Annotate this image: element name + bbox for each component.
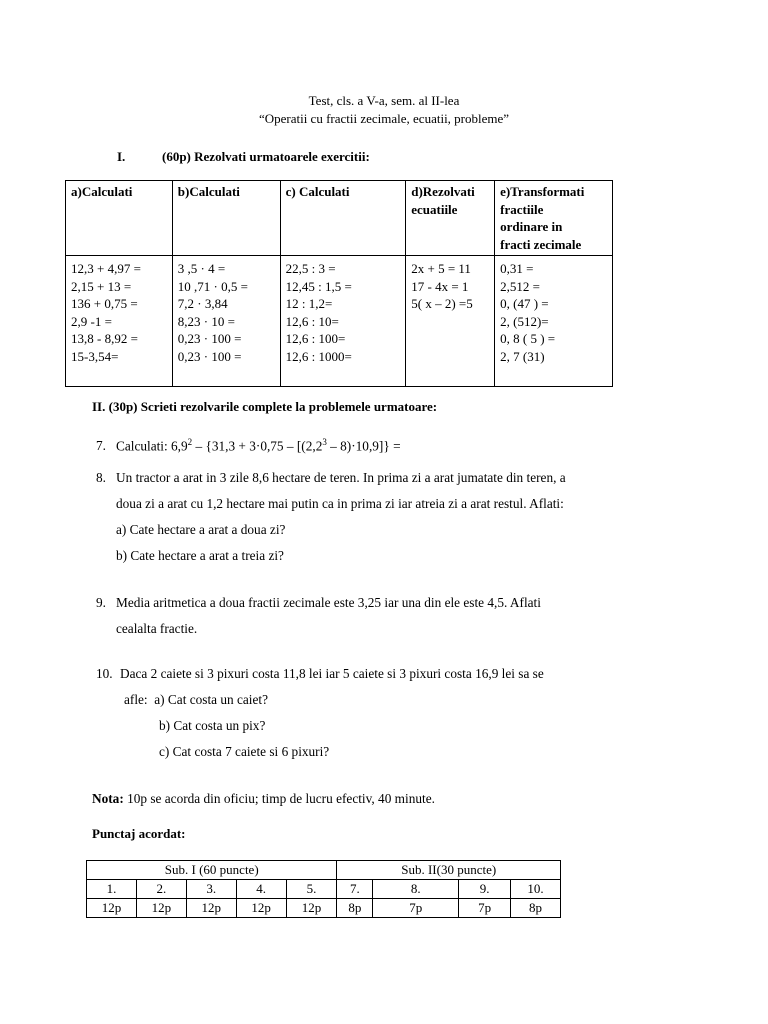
problem-7: [96, 429, 716, 459]
header-text: fracti zecimale: [500, 236, 582, 252]
header-text: d)Rezolvati: [411, 184, 475, 199]
problem-7-text-start: Calculati: 6,9: [116, 438, 188, 454]
score-points: 12p: [286, 899, 337, 918]
score-points: 8p: [511, 899, 561, 918]
exercise-item: 12,45 : 1,5 =: [285, 278, 352, 294]
exercise-item: 0, 8 ( 5 ) =: [500, 331, 556, 346]
exercise-item: 0,23 · 100 =: [177, 331, 242, 346]
problem-text: Daca 2 caiete si 3 pixuri costa 11,8 lei iar 5 caiete si 3 pixuri costa 16,9 lei sa se: [120, 666, 544, 681]
problem-8: [96, 465, 716, 569]
problem-number: 8.: [96, 470, 106, 485]
score-item: 8.: [373, 880, 459, 899]
problem-number: 10.: [96, 666, 113, 681]
problem-text: afle:: [124, 692, 148, 707]
problem-question: b) Cat costa un pix?: [159, 718, 266, 733]
exercise-item: 0,23 · 100 =: [177, 348, 242, 364]
header-text: fractiile: [500, 201, 544, 217]
score-item: 3.: [186, 880, 236, 899]
exercise-item: 5( x – 2) =5: [411, 296, 473, 311]
exercise-item: 12,6 : 1000=: [285, 348, 352, 364]
problem-7-text-end: – 8)·10,9]} =: [326, 438, 401, 454]
exercise-item: 12,3 + 4,97 =: [71, 261, 141, 276]
header-text: c) Calculati: [285, 184, 350, 199]
exercise-item: 2,512 =: [500, 278, 540, 294]
header-cell-a: [66, 181, 173, 256]
score-item: 2.: [136, 880, 186, 899]
score-table: [86, 860, 561, 918]
score-item: 9.: [459, 880, 511, 899]
test-subtitle: “Operatii cu fractii zecimale, ecuatii, probleme”: [258, 111, 510, 126]
exercise-item: 0,31 =: [500, 261, 534, 276]
problem-question: a) Cate hectare a arat a doua zi?: [116, 522, 286, 537]
exercise-item: 3 ,5 · 4 =: [177, 261, 226, 276]
exercise-item: 12 : 1,2=: [285, 296, 333, 311]
score-item: 4.: [236, 880, 286, 899]
header-cell-c: [280, 181, 406, 256]
header-cell-b: [172, 181, 280, 256]
exercise-table-header-row: [66, 181, 613, 256]
score-items-row: [87, 880, 561, 899]
column-a-exercises: [66, 256, 173, 387]
score-points: 7p: [373, 899, 459, 918]
exercise-item: 2x + 5 = 11: [411, 261, 471, 276]
column-b-exercises: [172, 256, 280, 387]
exponent: 2: [187, 437, 193, 447]
exercise-item: 2, (512)=: [500, 313, 549, 329]
test-title: Test, cls. a V-a, sem. al II-lea: [308, 93, 460, 108]
exercise-item: 17 - 4x = 1: [411, 278, 469, 294]
header-text: e)Transformati: [500, 184, 585, 199]
exercise-item: 15-3,54=: [71, 348, 119, 364]
exercise-item: 136 + 0,75 =: [71, 296, 138, 311]
exercise-item: 12,6 : 100=: [285, 331, 346, 346]
problem-9: [96, 590, 716, 642]
exercise-item: 2,9 -1 =: [71, 313, 112, 329]
section1-roman: I.: [117, 149, 126, 164]
header-text: b)Calculati: [177, 184, 240, 199]
score-points: 12p: [136, 899, 186, 918]
problem-10: [96, 661, 716, 765]
exercise-item: 22,5 : 3 =: [285, 261, 336, 276]
problem-question: b) Cate hectare a arat a treia zi?: [116, 548, 284, 563]
problem-question: a) Cat costa un caiet?: [154, 692, 268, 707]
score-item: 5.: [286, 880, 337, 899]
exercise-item: 12,6 : 10=: [285, 313, 339, 329]
exercise-item: 2,15 + 13 =: [71, 278, 132, 294]
header-cell-d: [406, 181, 495, 256]
score-points-row: [87, 899, 561, 918]
note: [92, 791, 435, 807]
problem-text: Un tractor a arat in 3 zile 8,6 hectare de teren. In prima zi a arat jumatate din teren, a: [116, 470, 566, 485]
header-text: a)Calculati: [71, 184, 133, 199]
problem-7-text-middle: – {31,3 + 3·0,75 – [(2,2: [192, 438, 323, 454]
score-item: 10.: [511, 880, 561, 899]
column-d-equations: [406, 256, 495, 387]
score-item: 1.: [87, 880, 137, 899]
section2-title: II. (30p) Scrieti rezolvarile complete la problemele urmatoare:: [92, 399, 438, 414]
problem-question: c) Cat costa 7 caiete si 6 pixuri?: [159, 744, 330, 759]
score-title: Punctaj acordat:: [92, 826, 186, 841]
exercise-table: [65, 180, 613, 387]
note-text: 10p se acorda din oficiu; timp de lucru efectiv, 40 minute.: [123, 791, 435, 806]
score-points: 12p: [87, 899, 137, 918]
score-points: 12p: [186, 899, 236, 918]
exercise-item: 2, 7 (31): [500, 348, 545, 364]
column-e-fractions: [495, 256, 613, 387]
column-c-exercises: [280, 256, 406, 387]
score-item: 7.: [337, 880, 373, 899]
score-group-1: Sub. I (60 puncte): [87, 861, 337, 880]
exercise-item: 13,8 - 8,92 =: [71, 331, 138, 346]
score-group-2: Sub. II(30 puncte): [337, 861, 561, 880]
exercise-item: 10 ,71 · 0,5 =: [177, 278, 248, 294]
exercise-item: 8,23 · 10 =: [177, 313, 235, 329]
problem-text: cealalta fractie.: [116, 621, 198, 636]
problem-text: doua zi a arat cu 1,2 hectare mai putin ca in prima zi iar atreia zi a arat restul. Aflati:: [116, 496, 564, 511]
header-text: ordinare in: [500, 219, 563, 234]
score-group-row: [87, 861, 561, 880]
score-points: 8p: [337, 899, 373, 918]
header-cell-e: [495, 181, 613, 256]
score-points: 12p: [236, 899, 286, 918]
exercise-table-body-row: [66, 256, 613, 387]
problem-number: 9.: [96, 595, 106, 610]
exponent: 3: [322, 437, 327, 447]
problem-number: 7.: [96, 438, 106, 454]
problem-text: Media aritmetica a doua fractii zecimale este 3,25 iar una din ele este 4,5. Aflati: [116, 595, 541, 610]
note-label: Nota:: [92, 791, 124, 806]
header-text: ecuatiile: [411, 201, 458, 217]
score-points: 7p: [459, 899, 511, 918]
exercise-item: 7,2 · 3,84: [177, 296, 228, 311]
exercise-item: 0, (47 ) =: [500, 296, 549, 311]
section1-title: (60p) Rezolvati urmatoarele exercitii:: [162, 149, 370, 164]
